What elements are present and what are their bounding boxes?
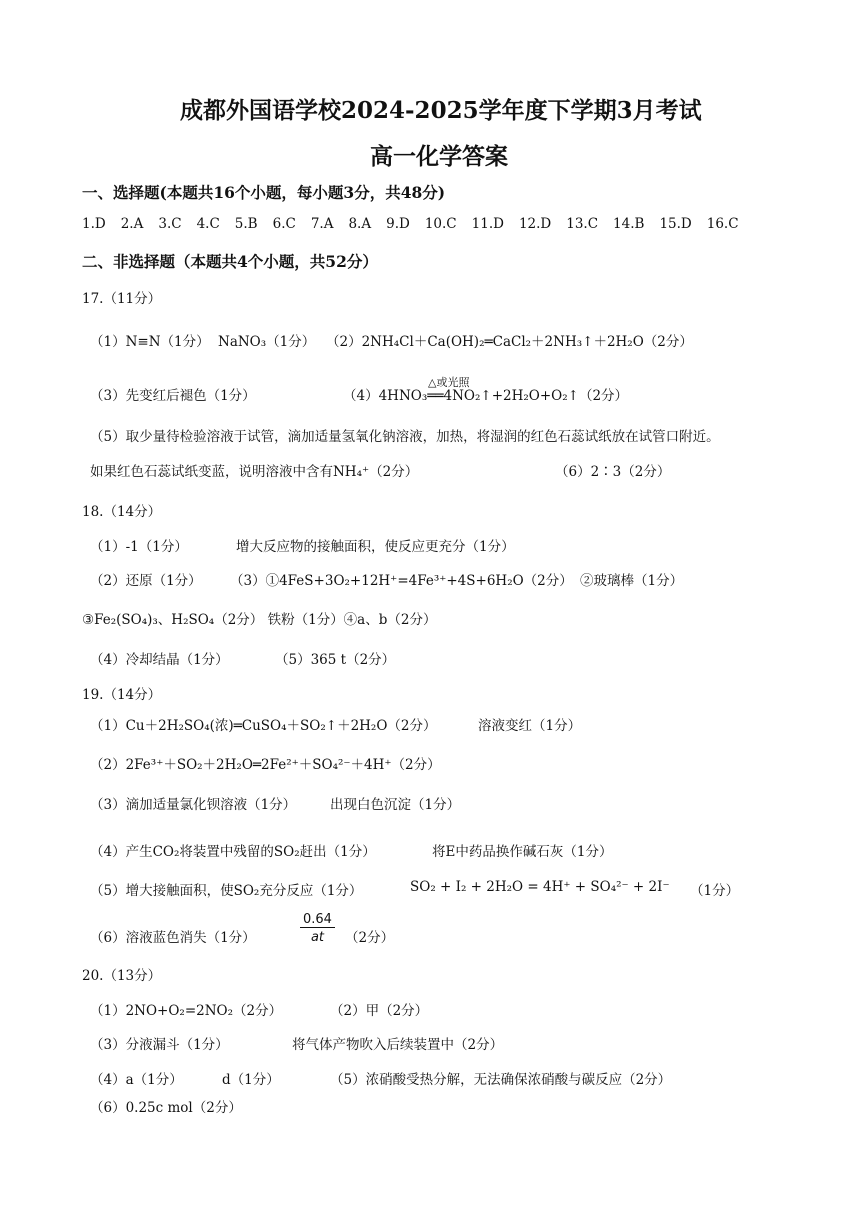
q17-header: 17.（11分） bbox=[82, 291, 162, 307]
fraction-denominator: at bbox=[310, 930, 325, 945]
q19-fraction bbox=[300, 912, 335, 945]
choice-answer: 6.C bbox=[272, 216, 296, 232]
choice-answer: 11.D bbox=[471, 216, 504, 232]
q17-condition: △或光照 bbox=[428, 376, 470, 389]
q20-line2a: （3）分液漏斗（1分） bbox=[90, 1037, 229, 1053]
choice-answer: 7.A bbox=[310, 216, 334, 232]
q19-line1a: （1）Cu＋2H₂SO₄(浓)═CuSO₄＋SO₂↑＋2H₂O（2分） bbox=[90, 718, 437, 734]
choice-answer: 9.D bbox=[386, 216, 410, 232]
choice-answer: 12.D bbox=[518, 216, 552, 232]
q20-line3b: d（1分） bbox=[222, 1072, 280, 1088]
section1-heading: 一、选择题(本题共16个小题，每小题3分，共48分) bbox=[82, 183, 446, 202]
q20-line1b: （2）甲（2分） bbox=[330, 1003, 429, 1019]
q17-line4b: （6）2∶3（2分） bbox=[555, 464, 671, 480]
choice-answer: 15.D bbox=[659, 216, 692, 232]
q17-line1c: （2）2NH₄Cl＋Ca(OH)₂═CaCl₂＋2NH₃↑＋2H₂O（2分） bbox=[326, 334, 693, 350]
q17-line2a: （3）先变红后褪色（1分） bbox=[90, 388, 256, 404]
choice-answer: 14.B bbox=[613, 216, 645, 232]
section2-heading: 二、非选择题（本题共4个小题，共52分） bbox=[82, 252, 378, 271]
q18-line1b: 增大反应物的接触面积，使反应更充分（1分） bbox=[236, 539, 515, 555]
q19-line3b: 出现白色沉淀（1分） bbox=[330, 797, 461, 813]
q19-line5a: （5）增大接触面积，使SO₂充分反应（1分） bbox=[90, 883, 363, 899]
page-subtitle: 高一化学答案 bbox=[370, 143, 508, 170]
q18-line2a: （2）还原（1分） bbox=[90, 573, 202, 589]
q19-line6b: （2分） bbox=[345, 930, 395, 946]
q19-line4a: （4）产生CO₂将装置中残留的SO₂赶出（1分） bbox=[90, 844, 376, 860]
q20-line2b: 将气体产物吹入后续装置中（2分） bbox=[292, 1037, 504, 1053]
choice-answer: 16.C bbox=[706, 216, 739, 232]
q19-line3a: （3）滴加适量氯化钡溶液（1分） bbox=[90, 797, 297, 813]
choice-answer: 10.C bbox=[424, 216, 457, 232]
q18-line2b: （3）①4FeS+3O₂+12H⁺=4Fe³⁺+4S+6H₂O（2分） bbox=[230, 573, 573, 589]
q17-line2b: （4）4HNO₃══4NO₂↑+2H₂O+O₂↑（2分） bbox=[343, 388, 629, 404]
q20-header: 20.（13分） bbox=[82, 968, 162, 984]
choice-answer: 5.B bbox=[234, 216, 258, 232]
choice-answer: 3.C bbox=[158, 216, 182, 232]
q19-line2: （2）2Fe³⁺＋SO₂＋2H₂O═2Fe²⁺＋SO₄²⁻＋4H⁺（2分） bbox=[90, 757, 441, 773]
q19-header: 19.（14分） bbox=[82, 687, 162, 703]
q17-line4a: 如果红色石蕊试纸变蓝，说明溶液中含有NH₄⁺（2分） bbox=[90, 464, 419, 480]
q18-line4b: （5）365 t（2分） bbox=[275, 652, 396, 668]
q18-header: 18.（14分） bbox=[82, 504, 162, 520]
q20-line3c: （5）浓硝酸受热分解，无法确保浓硝酸与碳反应（2分） bbox=[330, 1072, 672, 1088]
q19-line5c: （1分） bbox=[690, 883, 740, 899]
fraction-numerator: 0.64 bbox=[300, 912, 335, 928]
page-title: 成都外国语学校2024-2025学年度下学期3月考试 bbox=[180, 97, 702, 124]
q20-line1a: （1）2NO+O₂=2NO₂（2分） bbox=[90, 1003, 283, 1019]
q20-line3a: （4）a（1分） bbox=[90, 1072, 183, 1088]
choice-answer: 13.C bbox=[566, 216, 599, 232]
q19-line1b: 溶液变红（1分） bbox=[478, 718, 582, 734]
choice-answers bbox=[82, 216, 754, 232]
choice-answer: 2.A bbox=[120, 216, 144, 232]
choice-answer: 8.A bbox=[348, 216, 372, 232]
q17-line3: （5）取少量待检验溶液于试管，滴加适量氢氧化钠溶液，加热，将湿润的红色石蕊试纸放在试管口附近。 bbox=[90, 429, 720, 445]
q18-line2c: ②玻璃棒（1分） bbox=[580, 573, 684, 589]
q19-line6a: （6）溶液蓝色消失（1分） bbox=[90, 930, 256, 946]
q17-line1a: （1）N≡N（1分） bbox=[90, 334, 210, 350]
choice-answer: 4.C bbox=[196, 216, 220, 232]
q18-line4a: （4）冷却结晶（1分） bbox=[90, 652, 229, 668]
q18-line3: ③Fe₂(SO₄)₃、H₂SO₄（2分） 铁粉（1分）④a、b（2分） bbox=[82, 612, 437, 628]
choice-answer: 1.D bbox=[82, 216, 106, 232]
q18-line1a: （1）-1（1分） bbox=[90, 539, 188, 555]
q19-line4b: 将E中药品换作碱石灰（1分） bbox=[432, 844, 613, 860]
q20-line4: （6）0.25c mol（2分） bbox=[90, 1100, 242, 1116]
q19-line5b: SO₂ + I₂ + 2H₂O = 4H⁺ + SO₄²⁻ + 2I⁻ bbox=[410, 879, 670, 895]
q17-line1b: NaNO₃（1分） bbox=[218, 334, 316, 350]
